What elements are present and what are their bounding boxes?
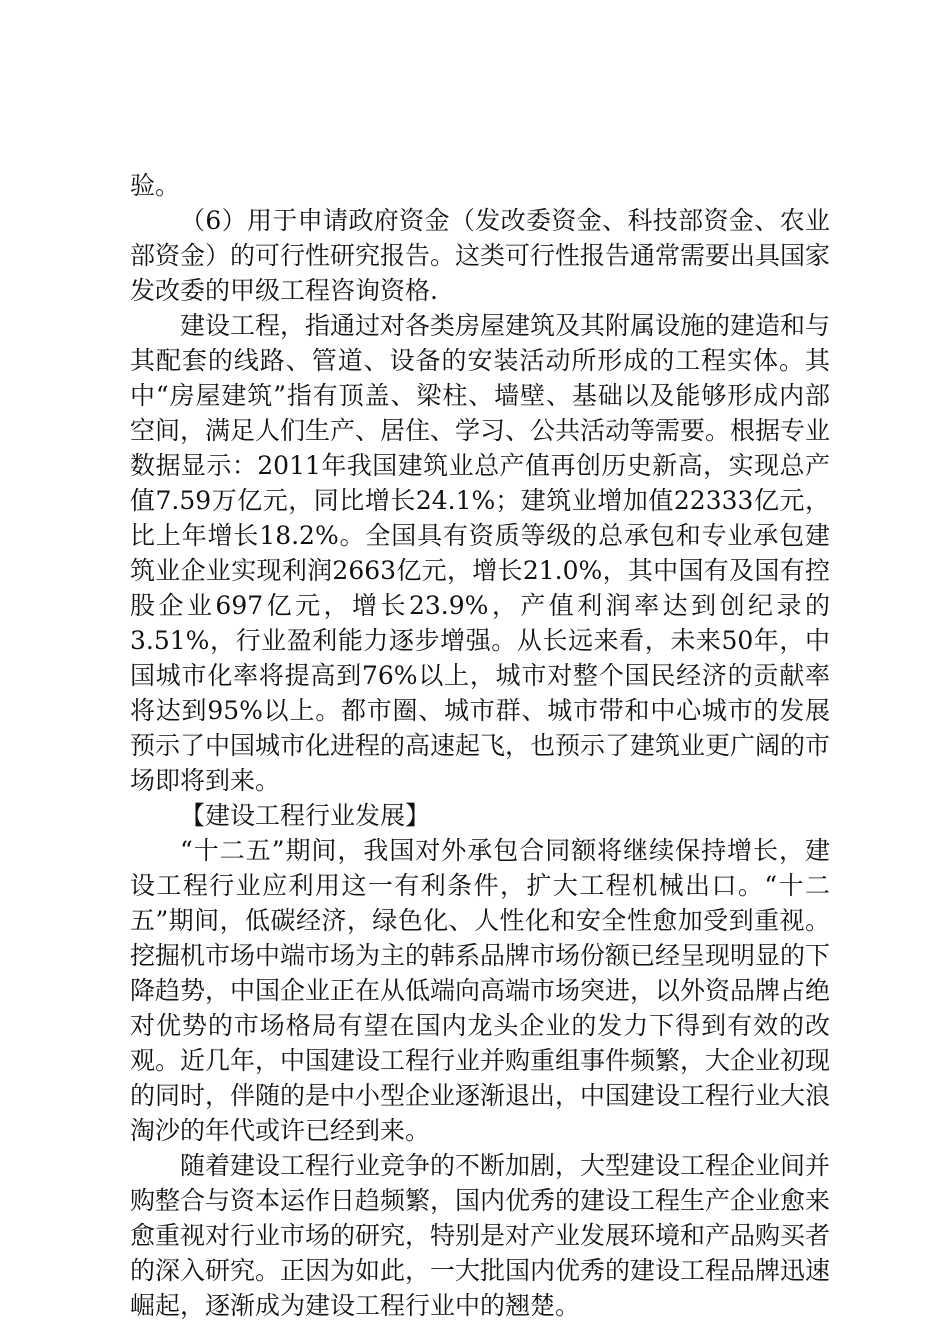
paragraph-twelfth-five-year: “十二五”期间，我国对外承包合同额将继续保持增长，建设工程行业应利用这一有利条件，扩大工程机械出口。“十二五”期间，低碳经济，绿色化、人性化和安全性愈加受到重视。挖掘机市场中端市场为主的韩系品牌市场份额已经呈现明显的下降趋势，中国企业正在从低端向高端市场突进，以外资品牌占绝对优势的市场格局有望在国内龙头企业的发力下得到有效的改观。近几年，中国建设工程行业并购重组事件频繁，大企业初现的同时，伴随的是中小型企业逐渐退出，中国建设工程行业大浪淘沙的年代或许已经到来。 xyxy=(130,836,831,1145)
paragraph-feasibility-report: （6）用于申请政府资金（发改委资金、科技部资金、农业部资金）的可行性研究报告。这类可行性报告通常需要出具国家发改委的甲级工程咨询资格. xyxy=(130,206,831,305)
paragraph-competition: 随着建设工程行业竞争的不断加剧，大型建设工程企业间并购整合与资本运作日趋频繁，国内优秀的建设工程生产企业愈来愈重视对行业市场的研究，特别是对产业发展环境和产品购买者的深入研究。正因为如此，一大批国内优秀的建设工程品牌迅速崛起，逐渐成为建设工程行业中的翘楚。 xyxy=(130,1151,831,1320)
paragraph-construction-engineering: 建设工程，指通过对各类房屋建筑及其附属设施的建造和与其配套的线路、管道、设备的安装活动所形成的工程实体。其中“房屋建筑”指有顶盖、梁柱、墙壁、基础以及能够形成内部空间，满足人们生产、居住、学习、公共活动等需要。根据专业数据显示：2011年我国建筑业总产值再创历史新高，实现总产值7.59万亿元，同比增长24.1%；建筑业增加值22333亿元，比上年增长18.2%。全国具有资质等级的总承包和专业承包建筑业企业实现利润2663亿元，增长21.0%，其中国有及国有控股企业697亿元，增长23.9%，产值利润率达到创纪录的3.51%，行业盈利能力逐步增强。从长远来看，未来50年，中国城市化率将提高到76%以上，城市对整个国民经济的贡献率将达到95%以上。都市圈、城市群、城市带和中心城市的发展预示了中国城市化进程的高速起飞，也预示了建筑业更广阔的市场即将到来。 xyxy=(130,311,831,795)
body-text xyxy=(130,168,830,1323)
section-heading-industry-development: 【建设工程行业发展】 xyxy=(180,801,431,830)
paragraph-continuation: 验。 xyxy=(130,171,181,200)
